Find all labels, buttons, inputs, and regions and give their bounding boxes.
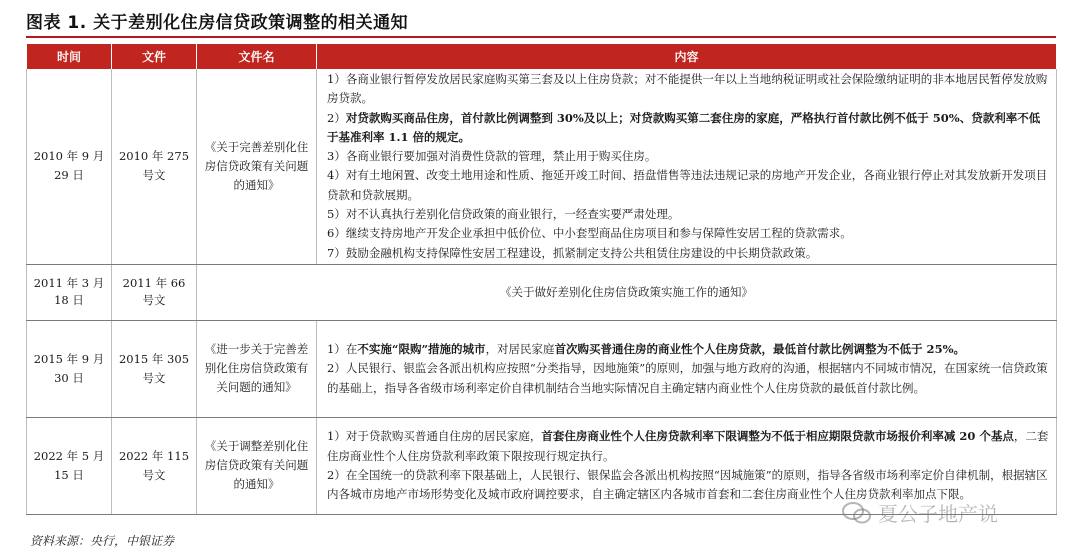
content-text: ，二套住房商业性个人住房贷款利率政策下限按现行规定执行。 xyxy=(327,429,1049,463)
watermark-text: 夏公子地产说 xyxy=(878,502,998,526)
content-text: 1）各商业银行暂停发放居民家庭购买第三套及以上住房贷款；对不能提供一年以上当地纳税证明或社会保险缴纳证明的非本地居民暂停发放购房贷款。 xyxy=(327,72,1048,106)
content-paragraph xyxy=(327,70,1050,109)
table-row xyxy=(27,69,1057,264)
content-bold-text: 首次购买普通住房的商业性个人住房贷款，最低首付款比例调整为不低于 25%。 xyxy=(554,342,965,357)
row-date: 2011 年 3 月 18 日 xyxy=(27,264,112,320)
header-name: 文件名 xyxy=(197,44,317,69)
content-text: 4）对有土地闲置、改变土地用途和性质、拖延开竣工时间、捂盘惜售等违法违规记录的房地产开发企业，各商业银行停止对其发放新开发项目贷款和贷款展期。 xyxy=(327,168,1048,202)
content-paragraph xyxy=(327,359,1050,398)
content-text: 7）鼓励金融机构支持保障性安居工程建设，抓紧制定支持公共租赁住房建设的中长期贷款政策。 xyxy=(327,245,818,260)
title-rule xyxy=(26,36,1056,38)
content-text: 2） xyxy=(327,110,346,125)
content-bold-text: 首套住房商业性个人住房贷款利率下限调整为不低于相应期限贷款市场报价利率减 20 个基点 xyxy=(541,429,1014,444)
table-header-row xyxy=(27,44,1057,69)
row-content xyxy=(317,320,1057,417)
content-text: 5）对不认真执行差别化信贷政策的商业银行，一经查实要严肃处理。 xyxy=(327,207,680,222)
row-name: 《进一步关于完善差别化住房信贷政策有关问题的通知》 xyxy=(197,320,317,417)
source-note: 资料来源：央行，中银证券 xyxy=(30,534,175,548)
header-doc: 文件 xyxy=(112,44,197,69)
row-doc: 2022 年 115 号文 xyxy=(112,417,197,514)
content-paragraph xyxy=(327,109,1050,148)
content-text: 6）继续支持房地产开发企业承担中低价位、中小套型商品住房项目和参与保障性安居工程的贷款需求。 xyxy=(327,226,852,241)
content-text: 2）人民银行、银监会各派出机构应按照“分类指导，因地施策”的原则，加强与地方政府的沟通，根据辖内不同城市情况，在国家统一信贷政策的基础上，指导各省级市场利率定价自律机制结合当地实际情况自主确定辖内商业性个人住房贷款的最低首付款比例。 xyxy=(327,361,1048,395)
row-date: 2022 年 5 月 15 日 xyxy=(27,417,112,514)
content-paragraph xyxy=(327,224,1050,243)
table-row xyxy=(27,320,1057,417)
content-paragraph xyxy=(327,427,1050,466)
content-text: ，对居民家庭 xyxy=(485,342,555,357)
content-text: 3）各商业银行要加强对消费性贷款的管理，禁止用于购买住房。 xyxy=(327,149,657,164)
row-merged-name: 《关于做好差别化住房信贷政策实施工作的通知》 xyxy=(197,264,1057,320)
row-doc: 2011 年 66 号文 xyxy=(112,264,197,320)
content-paragraph xyxy=(327,147,1050,166)
row-doc: 2010 年 275 号文 xyxy=(112,69,197,264)
header-date: 时间 xyxy=(27,44,112,69)
watermark xyxy=(842,498,998,527)
wechat-icon xyxy=(842,501,872,525)
table-row xyxy=(27,264,1057,320)
row-date: 2015 年 9 月 30 日 xyxy=(27,320,112,417)
row-name: 《关于调整差别化住房信贷政策有关问题的通知》 xyxy=(197,417,317,514)
row-doc: 2015 年 305 号文 xyxy=(112,320,197,417)
content-text: 1）对于贷款购买普通自住房的居民家庭， xyxy=(327,429,542,444)
content-text: 2）在全国统一的贷款利率下限基础上，人民银行、银保监会各派出机构按照“因城施策”的原则，指导各省级市场利率定价自律机制，根据辖区内各城市房地产市场形势变化及城市政府调控要求，自主确定辖区内各城市首套和二套住房商业性个人住房贷款利率加点下限。 xyxy=(327,467,1048,502)
content-bold-text: 对贷款购买商品住房，首付款比例调整到 30%及以上；对贷款购买第二套住房的家庭，严格执行首付款比例不低于 50%、贷款利率不低于基准利率 1.1 倍的规定。 xyxy=(327,110,1041,144)
content-bold-text: 不实施“限购”措施的城市 xyxy=(357,342,486,357)
content-paragraph xyxy=(327,205,1050,224)
page-title: 图表 1. 关于差别化住房信贷政策调整的相关通知 xyxy=(26,13,409,33)
row-date: 2010 年 9 月 29 日 xyxy=(27,69,112,264)
row-name: 《关于完善差别化住房信贷政策有关问题的通知》 xyxy=(197,69,317,264)
header-content: 内容 xyxy=(317,44,1057,69)
notice-table xyxy=(26,44,1057,515)
content-text: 1）在 xyxy=(327,342,358,357)
content-paragraph xyxy=(327,244,1050,263)
content-paragraph xyxy=(327,340,1050,359)
content-paragraph xyxy=(327,166,1050,205)
row-content xyxy=(317,69,1057,264)
